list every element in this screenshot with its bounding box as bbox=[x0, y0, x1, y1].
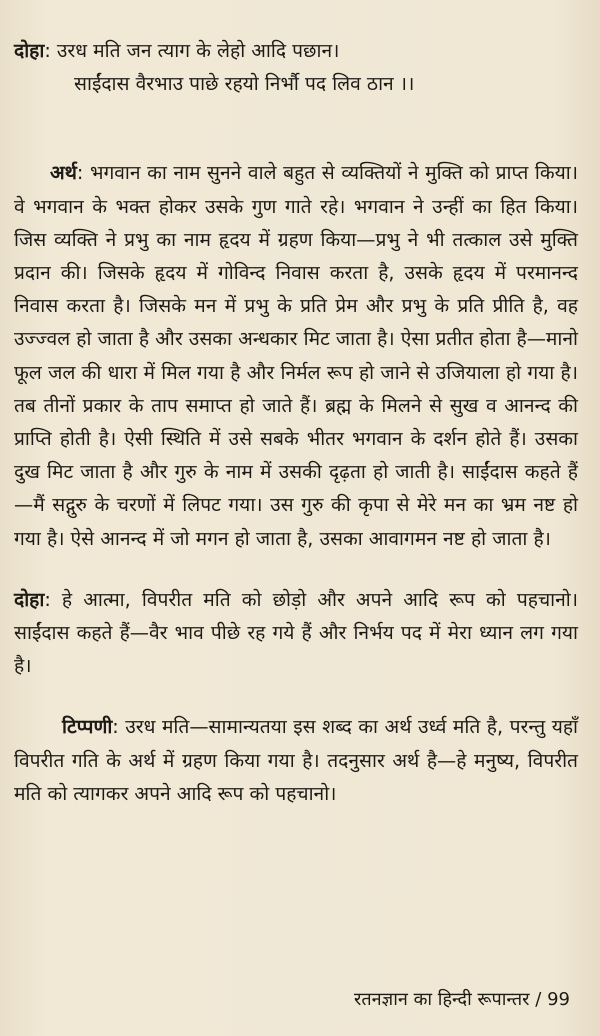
doha-verse bbox=[14, 34, 578, 100]
doha-verse-line-2: साईंदास वैरभाउ पाछे रहयो निर्भौ पद लिव ठान ।। bbox=[74, 72, 415, 96]
note-text: : उरध मति—सामान्यतया इस शब्द का अर्थ उर्ध्व मति है, परन्तु यहाँ विपरीत गति के अर्थ में ग्रहण किया गया है। तदनुसार अर्थ है—हे मनुष्य, विपरीत मति को त्यागकर अपने आदि रूप को पहचानो। bbox=[14, 715, 578, 805]
doha-verse-line-1 bbox=[14, 34, 578, 67]
meaning-text: : भगवान का नाम सुनने वाले बहुत से व्यक्तियों ने मुक्ति को प्राप्त किया। वे भगवान के भक्त होकर उसके गुण गाते रहे। भगवान ने उन्हीं का हित किया। जिस व्यक्ति ने प्रभु का नाम हृदय में ग्रहण किया—प्रभु ने भी तत्काल उसे मुक्ति प्रदान की। जिसके हृदय में गोविन्द निवास करता है, उसके हृदय में परमानन्द निवास करता है। जिसके मन में प्रभु के प्रति प्रेम और प्रभु के प्रति प्रीति है, वह उज्ज्वल हो जाता है और उसका अन्धकार मिट जाता है। ऐसा प्रतीत होता है—मानो फूल जल की धारा में मिल गया है और निर्मल रूप हो जाने से उजियाला हो गया है। तब तीनों प्रकार के ताप समाप्त हो जाते हैं। ब्रह्म के मिलने से सुख व आनन्द की प्राप्ति होती है। ऐसी स्थिति में उसे सबके भीतर भगवान के दर्शन होते हैं। उसका दुख मिट जाता है और गुरु के नाम में उसकी दृढ़ता हो जाती है। साईंदास कहते हैं—मैं सद्गुरु के चरणों में लिपट गया। उस गुरु की कृपा से मेरे मन का भ्रम नष्ट हो गया है। ऐसे आनन्द में जो मगन हो जाता है, उसका आवागमन नष्ट हो जाता है। bbox=[14, 161, 578, 550]
doha-explanation-text: : हे आत्मा, विपरीत मति को छोड़ो और अपने आदि रूप को पहचानो। साईंदास कहते हैं—वैर भाव पीछे रह गये हैं और निर्भय पद में मेरा ध्यान लग गया है। bbox=[14, 587, 578, 678]
doha-explanation-paragraph bbox=[14, 583, 578, 683]
note-label: टिप्पणी bbox=[62, 715, 113, 739]
footer-separator: / bbox=[535, 989, 542, 1010]
doha-label: दोहा bbox=[14, 39, 45, 62]
page-number: 99 bbox=[547, 989, 570, 1010]
page-footer bbox=[354, 988, 570, 1012]
meaning-paragraph bbox=[14, 156, 578, 554]
doha-line-1-text: : उरध मति जन त्याग के लेहो आदि पछान। bbox=[44, 39, 340, 62]
note-paragraph bbox=[14, 710, 578, 810]
meaning-label: अर्थ bbox=[50, 161, 77, 185]
doha-explanation-label: दोहा bbox=[14, 587, 45, 611]
book-title: रतनज्ञान का हिन्दी रूपान्तर bbox=[354, 989, 530, 1010]
